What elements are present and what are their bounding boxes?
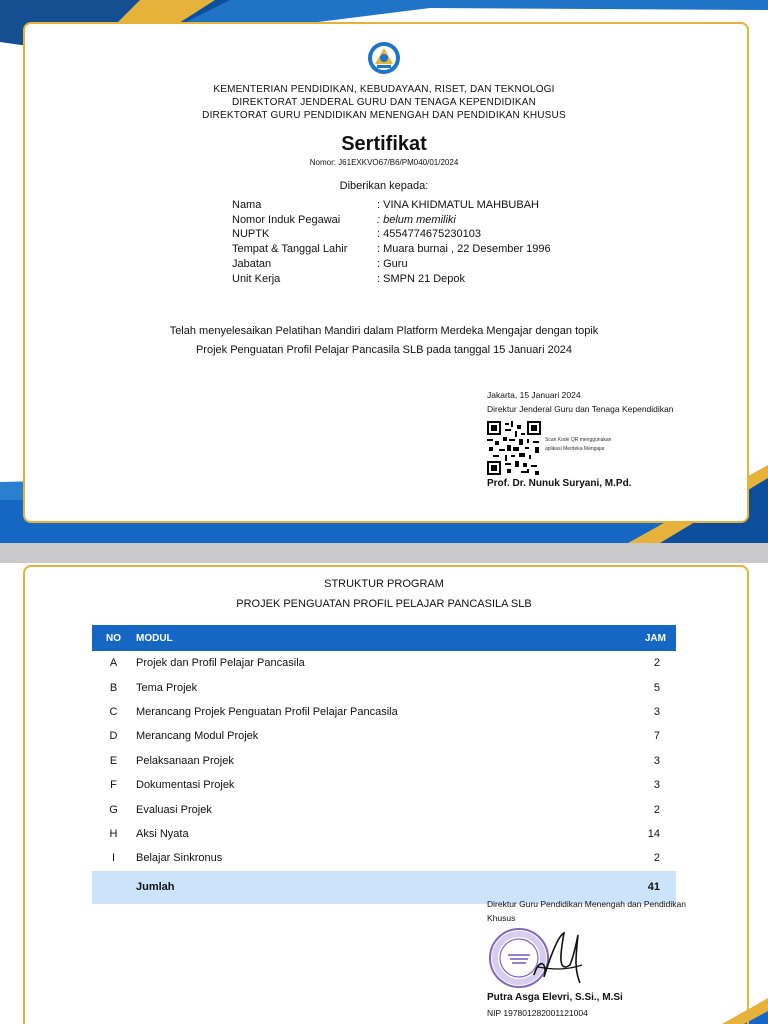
table-row	[92, 822, 676, 846]
row-module: Dokumentasi Projek	[136, 779, 235, 792]
info-label: Jabatan	[232, 257, 272, 270]
info-value: : belum memiliki	[377, 213, 456, 226]
row-module: Projek dan Profil Pelajar Pancasila	[136, 657, 305, 670]
row-hours: 2	[653, 803, 660, 816]
program-signer-nip: NIP 197801282001121004	[487, 1008, 588, 1018]
program-signer-title-line-2: Khusus	[487, 913, 516, 923]
signature-block	[487, 388, 674, 416]
total-hours: 41	[599, 871, 676, 904]
signer-title: Direktur Jenderal Guru dan Tenaga Kependidikan	[487, 404, 674, 414]
row-hours: 14	[647, 827, 660, 840]
info-value: : 4554774675230103	[377, 228, 481, 241]
total-label: Jumlah	[135, 871, 599, 904]
info-value: : Guru	[377, 257, 408, 270]
row-no: I	[111, 852, 116, 865]
ministry-header	[0, 83, 768, 122]
ministry-line-2: DIREKTORAT JENDERAL GURU DAN TENAGA KEPENDIDIKAN	[231, 97, 537, 108]
table-row	[92, 749, 676, 773]
info-label: Tempat & Tanggal Lahir	[232, 243, 348, 256]
table-row	[92, 724, 676, 748]
certificate-number: Nomor: J61EXKVO67/B6/PM040/01/2024	[309, 158, 459, 167]
row-module: Tema Projek	[136, 681, 198, 694]
qr-code-icon	[487, 421, 541, 475]
info-label: Nama	[232, 199, 262, 211]
row-no: C	[109, 705, 118, 718]
program-title-line-1: STRUKTUR PROGRAM	[324, 578, 444, 590]
row-no: B	[109, 681, 118, 694]
table-row	[92, 846, 676, 870]
info-label: Unit Kerja	[232, 272, 281, 285]
row-module: Belajar Sinkronus	[136, 852, 223, 865]
row-module: Merancang Projek Penguatan Profil Pelajar Pancasila	[136, 705, 398, 718]
info-row-nuptk	[232, 227, 551, 242]
row-module: Pelaksanaan Projek	[136, 754, 234, 767]
info-row-nip	[232, 213, 551, 228]
statement-line-2: Projek Penguatan Profil Pelajar Pancasila SLB pada tanggal 15 Januari 2024	[195, 344, 573, 356]
handwritten-signature-icon	[530, 925, 586, 989]
row-hours: 3	[653, 754, 660, 767]
given-to-label: Diberikan kepada:	[339, 180, 429, 192]
program-structure-page	[0, 563, 768, 1024]
certificate-title: Sertifikat	[341, 133, 427, 155]
qr-caption-line-1: Scan Kode QR menggunakan	[545, 437, 612, 443]
column-header-module: MODUL	[135, 625, 599, 651]
ministry-line-1: KEMENTERIAN PENDIDIKAN, KEBUDAYAAN, RISET, DAN TEKNOLOGI	[213, 84, 555, 95]
row-hours: 2	[653, 852, 660, 865]
row-module: Evaluasi Projek	[136, 803, 212, 816]
row-module: Aksi Nyata	[136, 827, 189, 840]
qr-caption	[545, 436, 611, 454]
program-signer-name: Putra Asga Elevri, S.Si., M.Si	[487, 992, 623, 1003]
table-header-row	[92, 625, 676, 651]
column-header-no: NO	[92, 625, 135, 651]
row-no: A	[109, 657, 118, 670]
table-row	[92, 773, 676, 797]
statement-line-1: Telah menyelesaikan Pelatihan Mandiri dalam Platform Merdeka Mengajar dengan topik	[169, 325, 599, 337]
place-date: Jakarta, 15 Januari 2024	[487, 390, 581, 400]
row-no: H	[109, 827, 118, 840]
qr-caption-line-2: aplikasi Merdeka Mengajar	[545, 446, 605, 452]
info-value: : Muara burnai , 22 Desember 1996	[377, 243, 551, 256]
table-row	[92, 651, 676, 675]
info-value: : VINA KHIDMATUL MAHBUBAH	[377, 199, 539, 211]
row-module: Merancang Modul Projek	[136, 730, 259, 743]
column-header-hours: JAM	[599, 625, 676, 651]
row-no: E	[109, 754, 118, 767]
info-row-unit	[232, 272, 551, 287]
row-hours: 5	[653, 681, 660, 694]
table-row	[92, 797, 676, 821]
recipient-info	[232, 198, 551, 286]
ministry-line-3: DIREKTORAT GURU PENDIDIKAN MENENGAH DAN PENDIDIKAN KHUSUS	[202, 110, 566, 121]
row-no: D	[109, 730, 118, 743]
tut-wuri-handayani-logo-icon	[367, 41, 401, 75]
info-row-position	[232, 257, 551, 272]
row-hours: 3	[653, 779, 660, 792]
program-title	[0, 574, 768, 614]
table-row	[92, 675, 676, 699]
signer-name: Prof. Dr. Nunuk Suryani, M.Pd.	[487, 478, 632, 489]
info-row-birth	[232, 242, 551, 257]
row-no: G	[109, 803, 118, 816]
info-label: Nomor Induk Pegawai	[232, 213, 341, 226]
row-hours: 2	[653, 657, 660, 670]
info-label: NUPTK	[232, 228, 270, 241]
row-no: F	[110, 779, 117, 792]
info-value: : SMPN 21 Depok	[377, 272, 466, 285]
program-signer-title	[487, 897, 686, 925]
program-table	[92, 625, 676, 904]
row-hours: 7	[653, 730, 660, 743]
completion-statement	[0, 322, 768, 360]
row-hours: 3	[653, 705, 660, 718]
table-row	[92, 700, 676, 724]
program-signer-title-line-1: Direktur Guru Pendidikan Menengah dan Pendidikan	[487, 899, 686, 909]
info-row-name	[232, 198, 551, 213]
total-spacer	[92, 871, 135, 904]
program-title-line-2: PROJEK PENGUATAN PROFIL PELAJAR PANCASILA SLB	[236, 598, 532, 610]
